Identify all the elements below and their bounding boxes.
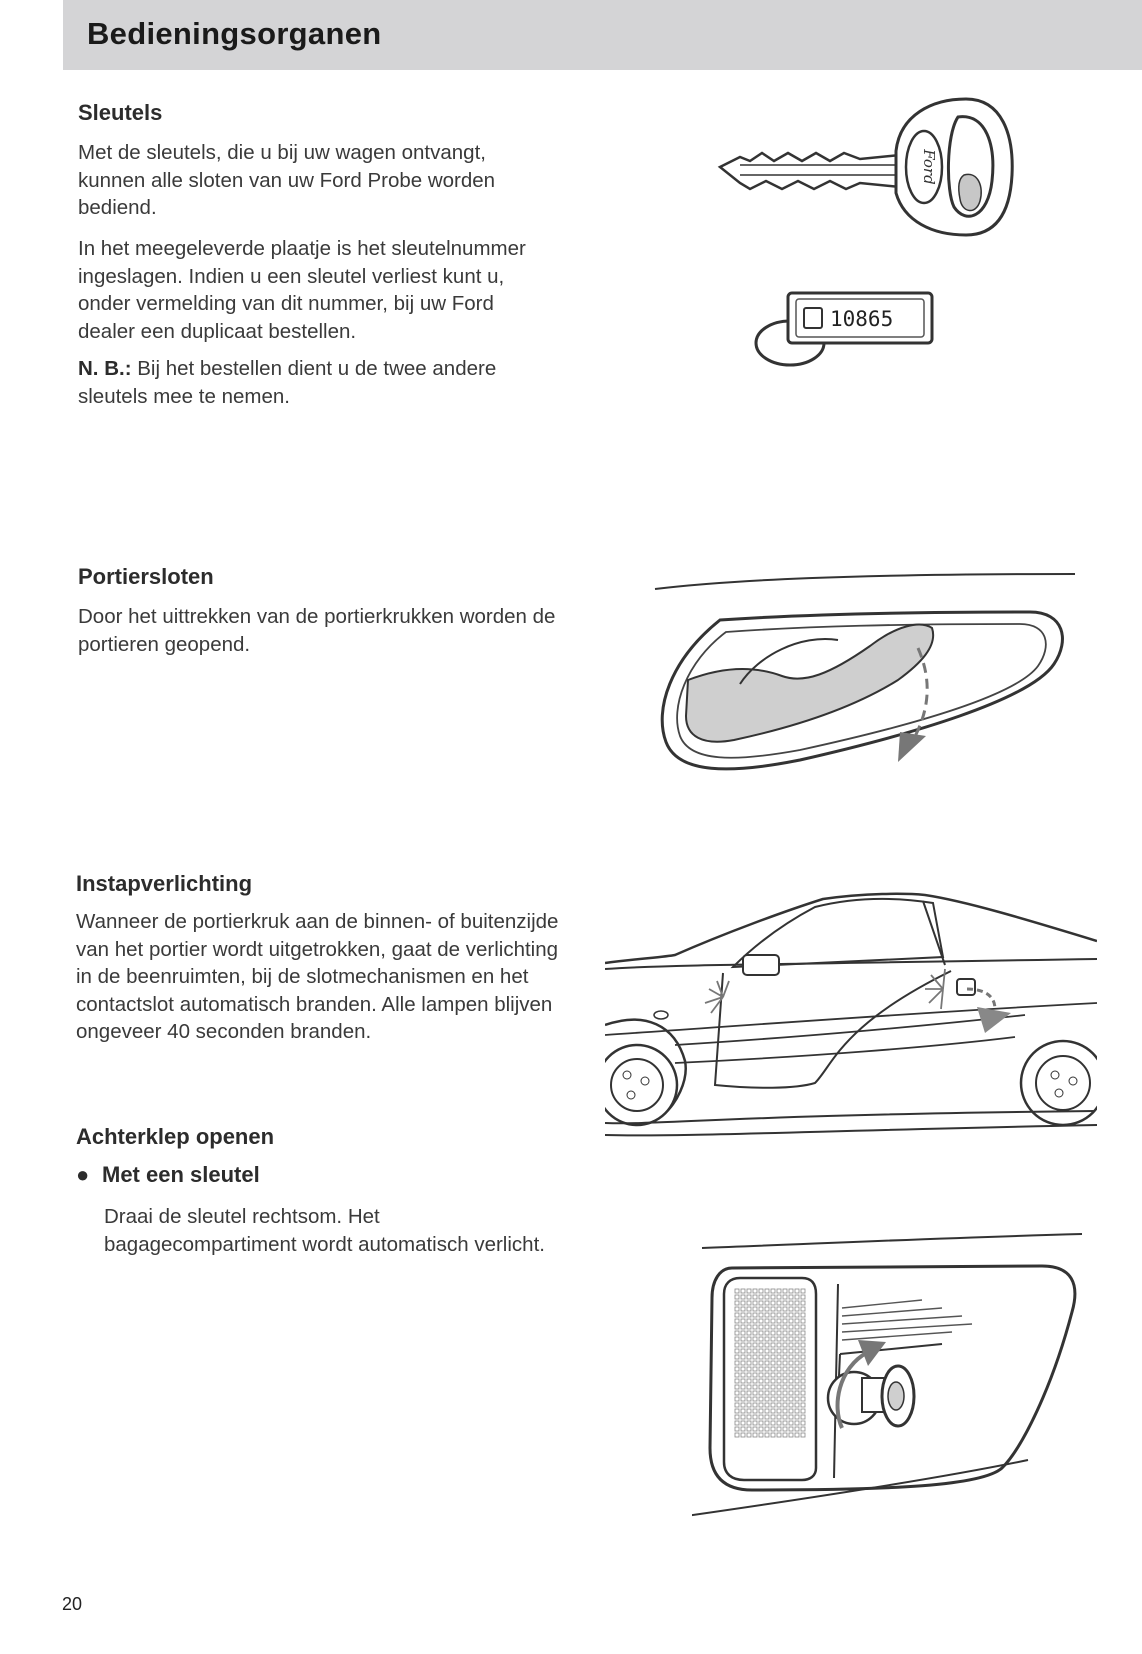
sleutels-nb-note <box>78 355 554 410</box>
bullet-item <box>76 1162 260 1188</box>
instapverlichting-paragraph: Wanneer de portierkruk aan de binnen- of buitenzijde van het portier wordt uitgetrokken, gaat de verlichting in de beenruimten, bij de slotmechanismen en het contactslot automatisch branden. Alle lampen blijven ongeveer 40 seconden branden. <box>76 910 559 1043</box>
portiersloten-paragraph: Door het uittrekken van de portierkrukken worden de portieren geopend. <box>78 605 556 656</box>
door-handle-icon <box>650 560 1090 800</box>
section-title-sleutels: Sleutels <box>78 100 163 125</box>
nb-label: N. B.: <box>78 357 132 380</box>
page-header <box>63 0 1142 70</box>
tailgate-lock-icon <box>692 1228 1092 1528</box>
nb-text: Bij het bestellen dient u de twee andere sleutels mee te nemen. <box>78 357 497 408</box>
sleutels-paragraph-1: Met de sleutels, die u bij uw wagen ontvangt, kunnen alle sloten van uw Ford Probe worden bediend. <box>78 141 496 219</box>
bullet-dot-icon: ● <box>76 1162 90 1187</box>
car-side-icon <box>605 885 1097 1160</box>
sleutels-paragraph-2: In het meegeleverde plaatje is het sleutelnummer ingeslagen. Indien u een sleutel verliest kunt u, onder vermelding van dit nummer, bij uw Ford dealer een duplicaat bestellen. <box>78 237 526 343</box>
key-tag-number: 10865 <box>830 307 894 331</box>
section-title-achterklep: Achterklep openen <box>76 1124 275 1149</box>
key-tag-icon <box>752 285 942 375</box>
page-number: 20 <box>62 1594 83 1614</box>
light-rays-front-icon <box>705 981 729 1013</box>
page-title: Bedieningsorganen <box>87 16 382 51</box>
achterklep-paragraph: Draai de sleutel rechtsom. Het bagagecompartiment wordt automatisch verlicht. <box>104 1205 545 1256</box>
section-title-instapverlichting: Instapverlichting <box>76 871 253 896</box>
section-title-portiersloten: Portiersloten <box>78 564 214 589</box>
key-icon <box>710 95 1020 245</box>
ford-logo-text: Ford <box>920 149 938 185</box>
bullet-label: Met een sleutel <box>102 1162 260 1187</box>
